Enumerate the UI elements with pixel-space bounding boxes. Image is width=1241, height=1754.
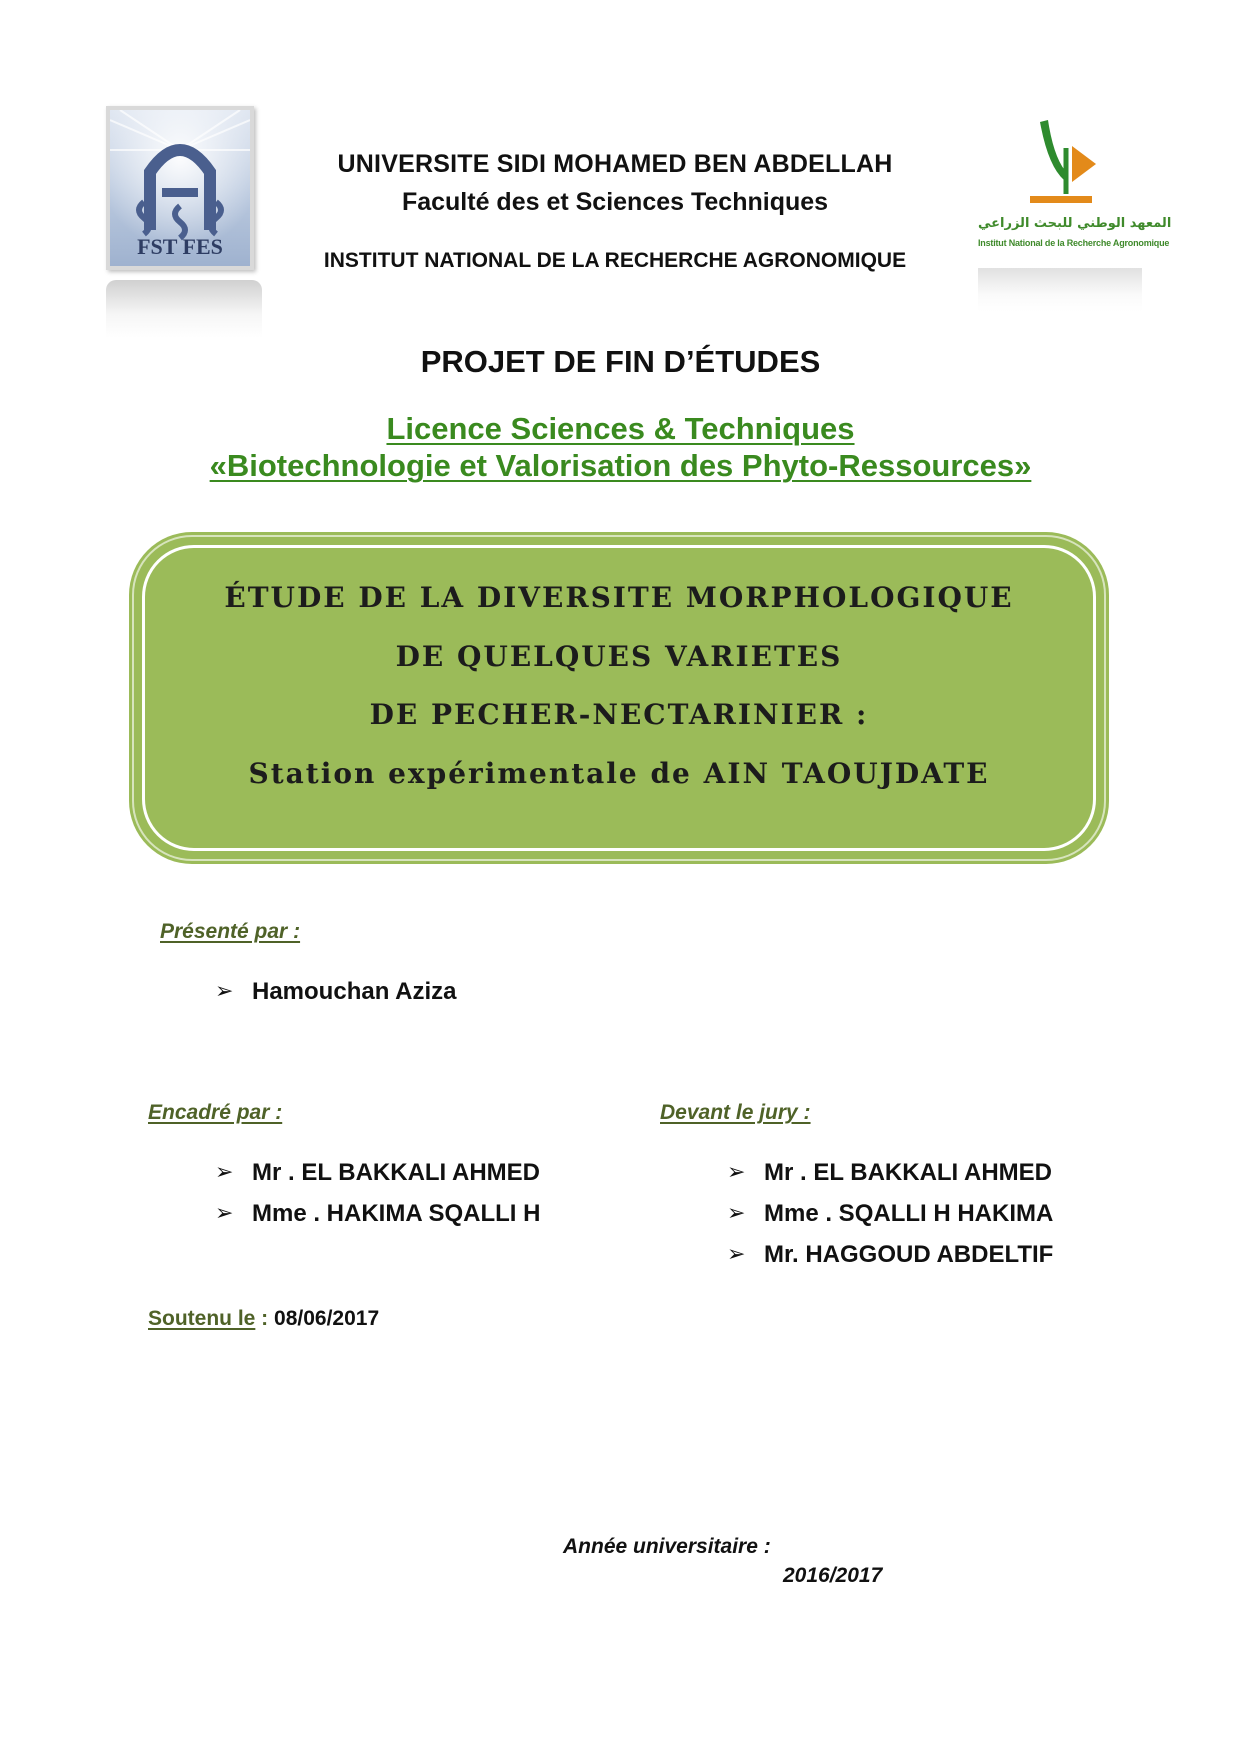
presented-by-label: Présenté par : bbox=[160, 920, 301, 943]
institute-name: INSTITUT NATIONAL DE LA RECHERCHE AGRONOMIQUE bbox=[323, 249, 907, 272]
jury-member-name: Mr . EL BAKKALI AHMED bbox=[764, 1159, 1052, 1186]
student-name: Hamouchan Aziza bbox=[252, 978, 457, 1005]
inra-logo-latin-text: Institut National de la Recherche Agronomique bbox=[978, 238, 1170, 248]
faculty-name: Faculté des et Sciences Techniques bbox=[401, 188, 829, 216]
fst-fes-logo-frame bbox=[106, 106, 254, 270]
arrow-bullet-icon: ➢ bbox=[727, 1201, 746, 1226]
fst-fes-logo-reflection bbox=[106, 280, 262, 338]
arrow-bullet-icon: ➢ bbox=[727, 1242, 746, 1267]
inra-logo-arabic-text: المعهد الوطني للبحث الزراعي bbox=[978, 216, 1172, 231]
inra-logo-reflection bbox=[978, 268, 1142, 312]
supervised-by-label: Encadré par : bbox=[148, 1101, 283, 1124]
supervisor-name: Mr . EL BAKKALI AHMED bbox=[252, 1159, 540, 1186]
supervisor-name: Mme . HAKIMA SQALLI H bbox=[252, 1200, 541, 1227]
academic-year-label: Année universitaire : bbox=[563, 1535, 771, 1558]
jury-member-name: Mme . SQALLI H HAKIMA bbox=[764, 1200, 1054, 1227]
program-specialty: «Biotechnologie et Valorisation des Phyto-Ressources» bbox=[209, 448, 1032, 483]
thesis-title-box bbox=[134, 537, 1104, 859]
defense-date-label: Soutenu le bbox=[148, 1307, 256, 1330]
arrow-bullet-icon: ➢ bbox=[215, 1160, 234, 1185]
arrow-bullet-icon: ➢ bbox=[215, 1201, 234, 1226]
thesis-title-line-3: DE PECHER-NECTARINIER : bbox=[369, 698, 869, 731]
defense-date-value: 08/06/2017 bbox=[274, 1307, 380, 1330]
thesis-title-line-4: Station expérimentale de AIN TAOUJDATE bbox=[248, 757, 990, 790]
thesis-title-line-1: ÉTUDE DE LA DIVERSITE MORPHOLOGIQUE bbox=[224, 581, 1014, 614]
jury-member-name: Mr. HAGGOUD ABDELTIF bbox=[764, 1241, 1054, 1268]
academic-year-value: 2016/2017 bbox=[783, 1564, 883, 1587]
fst-fes-logo bbox=[106, 106, 254, 270]
inra-logo bbox=[978, 116, 1172, 266]
fst-fes-logo-text: FST FES bbox=[137, 234, 223, 259]
arrow-bullet-icon: ➢ bbox=[215, 979, 234, 1004]
thesis-title-line-2: DE QUELQUES VARIETES bbox=[395, 640, 843, 673]
defense-date-separator: : bbox=[255, 1307, 275, 1330]
defense-date-line bbox=[148, 1307, 379, 1331]
inra-emblem-icon bbox=[978, 116, 1142, 216]
arrow-bullet-icon: ➢ bbox=[727, 1160, 746, 1185]
jury-label: Devant le jury : bbox=[660, 1101, 811, 1124]
project-type-heading: PROJET DE FIN D’ÉTUDES bbox=[420, 344, 821, 379]
program-degree: Licence Sciences & Techniques bbox=[386, 411, 855, 446]
university-name: UNIVERSITE SIDI MOHAMED BEN ABDELLAH bbox=[337, 150, 893, 178]
